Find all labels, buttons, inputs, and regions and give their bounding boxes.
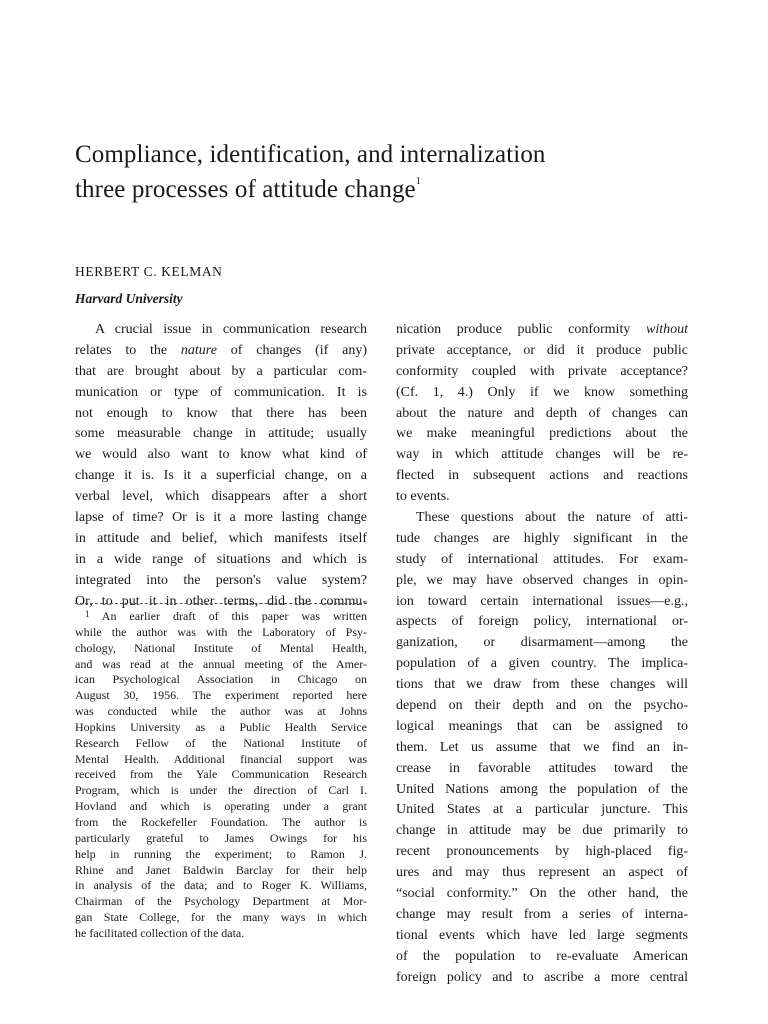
footnote-line: and was read at the annual meeting of the Amer- — [75, 656, 367, 671]
footnote-line: Mental Health. Additional financial support was — [75, 751, 367, 766]
body-line: of the population to re-evaluate American — [396, 948, 688, 964]
body-line: A crucial issue in communication research — [95, 322, 367, 337]
body-line: integrated into the person's value system? — [75, 572, 367, 588]
title-line-2-text: three processes of attitude change — [75, 176, 416, 203]
body-line: study of international attitudes. For exam- — [396, 551, 688, 567]
body-line: tional events which have led large segments — [396, 927, 688, 943]
body-line: (Cf. 1, 4.) Only if we know something — [396, 384, 688, 400]
body-line: ganization, or disarmament—among the — [396, 635, 688, 651]
text-run: of changes (if any) — [216, 342, 367, 358]
body-line: way in which attitude changes will be re- — [396, 447, 688, 463]
body-line: some measurable change in attitude; usually — [75, 426, 367, 442]
footnote-line: in analysis of the data; and to Roger K. Williams, — [75, 878, 367, 893]
body-line: United States at a particular juncture. This — [396, 802, 688, 818]
body-line: population of a given country. The implica- — [396, 656, 688, 672]
footnote-marker: 1 — [85, 609, 90, 619]
author-affiliation: Harvard University — [75, 291, 183, 306]
body-line: United Nations among the population of the — [396, 781, 688, 797]
body-line: change in attitude may be due primarily to — [396, 823, 688, 839]
footnote-line: from the Rockefeller Foundation. The author is — [75, 814, 367, 829]
footnote-line: while the author was with the Laboratory of Psy- — [75, 624, 367, 639]
body-line: flected in subsequent actions and reactions — [396, 468, 688, 484]
body-line: in attitude and belief, which manifests itself — [75, 530, 367, 546]
right-column — [396, 320, 688, 989]
body-line: we make meaningful predictions about the — [396, 426, 688, 442]
body-line: tions that we draw from these changes will — [396, 677, 688, 693]
footnote-line: August 30, 1956. The experiment reported here — [75, 688, 367, 703]
body-line: aspects of foreign policy, international or- — [396, 614, 688, 630]
italic-text: nature — [180, 342, 217, 358]
body-line: in a wide range of situations and which is — [75, 551, 367, 567]
body-line: lapse of time? Or is it a more lasting change — [75, 510, 367, 526]
footnote-line: he facilitated collection of the data. — [75, 925, 245, 940]
footnote-line: Hovland and which is operating under a grant — [75, 799, 367, 814]
footnote-line — [75, 609, 367, 625]
footnote — [75, 609, 367, 942]
footnote-line: particularly grateful to James Owings for his — [75, 830, 367, 845]
body-line: ple, we may have observed changes in opin- — [396, 572, 688, 588]
article-title — [75, 137, 715, 207]
footnote-line: Hopkins University as a Public Health Service — [75, 719, 367, 734]
body-line: ures and may thus represent an aspect of — [396, 865, 688, 881]
footnote-divider — [75, 603, 367, 604]
footnote-line: Research Fellow of the National Institute of — [75, 735, 367, 750]
body-line: about the nature and depth of changes can — [396, 405, 688, 421]
footnote-line: was conducted while the author was at Johns — [75, 704, 367, 719]
body-line: to events. — [396, 489, 450, 505]
body-line — [75, 341, 367, 362]
author-name: HERBERT C. KELMAN — [75, 264, 223, 279]
body-line: verbal level, which disappears after a short — [75, 489, 367, 505]
body-line: change may result from a series of interna- — [396, 906, 688, 922]
footnote-line: Program, which is under the direction of Carl I. — [75, 783, 367, 798]
title-line-1: Compliance, identification, and internalization — [75, 141, 546, 168]
body-line: crease in favorable attitudes toward the — [396, 760, 688, 776]
title-line-2 — [75, 172, 715, 207]
body-line: depend on their depth and on the psycho- — [396, 698, 688, 714]
body-line: ion toward certain international issues—e.g., — [396, 593, 688, 609]
body-line: foreign policy and to ascribe a more central — [396, 969, 688, 985]
footnote-line: Chairman of the Psychology Department at Mor- — [75, 894, 367, 909]
body-line: “social conformity.” On the other hand, the — [396, 886, 688, 902]
body-line: These questions about the nature of atti- — [416, 510, 688, 526]
footnote-line: received from the Yale Communication Research — [75, 767, 367, 782]
body-line: conformity coupled with private acceptance? — [396, 363, 688, 379]
left-column — [75, 320, 367, 612]
text-run: nication produce public conformity — [396, 322, 646, 337]
body-line: logical meanings that can be assigned to — [396, 718, 688, 734]
italic-text: without — [645, 322, 688, 337]
body-line: private acceptance, or did it produce public — [396, 342, 688, 358]
footnote-line: Rhine and Janet Baldwin Barclay for their help — [75, 862, 367, 877]
body-line: Or, to put it in other terms, did the commu- — [75, 593, 367, 609]
body-line: not enough to know that there has been — [75, 405, 367, 421]
title-footnote-marker: 1 — [415, 176, 421, 187]
body-line: that are brought about by a particular com- — [75, 363, 367, 379]
footnote-line: help in running the experiment; to Ramon J. — [75, 846, 367, 861]
body-line: we would also want to know what kind of — [75, 447, 367, 463]
body-line: tude changes are highly significant in the — [396, 530, 688, 546]
body-line: change it is. Is it a superficial change, on a — [75, 468, 367, 484]
body-line: them. Let us assume that we find an in- — [396, 739, 688, 755]
body-line: munication or type of communication. It is — [75, 384, 367, 400]
body-line: recent pronouncements by high-placed fig- — [396, 844, 688, 860]
footnote-line: chology, National Institute of Mental Health, — [75, 640, 367, 655]
footnote-text: An earlier draft of this paper was written — [89, 609, 367, 623]
footnote-line: gan State College, for the many ways in which — [75, 910, 367, 925]
text-run: relates to the — [75, 342, 181, 358]
body-line — [396, 320, 688, 341]
footnote-line: ican Psychological Association in Chicago on — [75, 672, 367, 687]
